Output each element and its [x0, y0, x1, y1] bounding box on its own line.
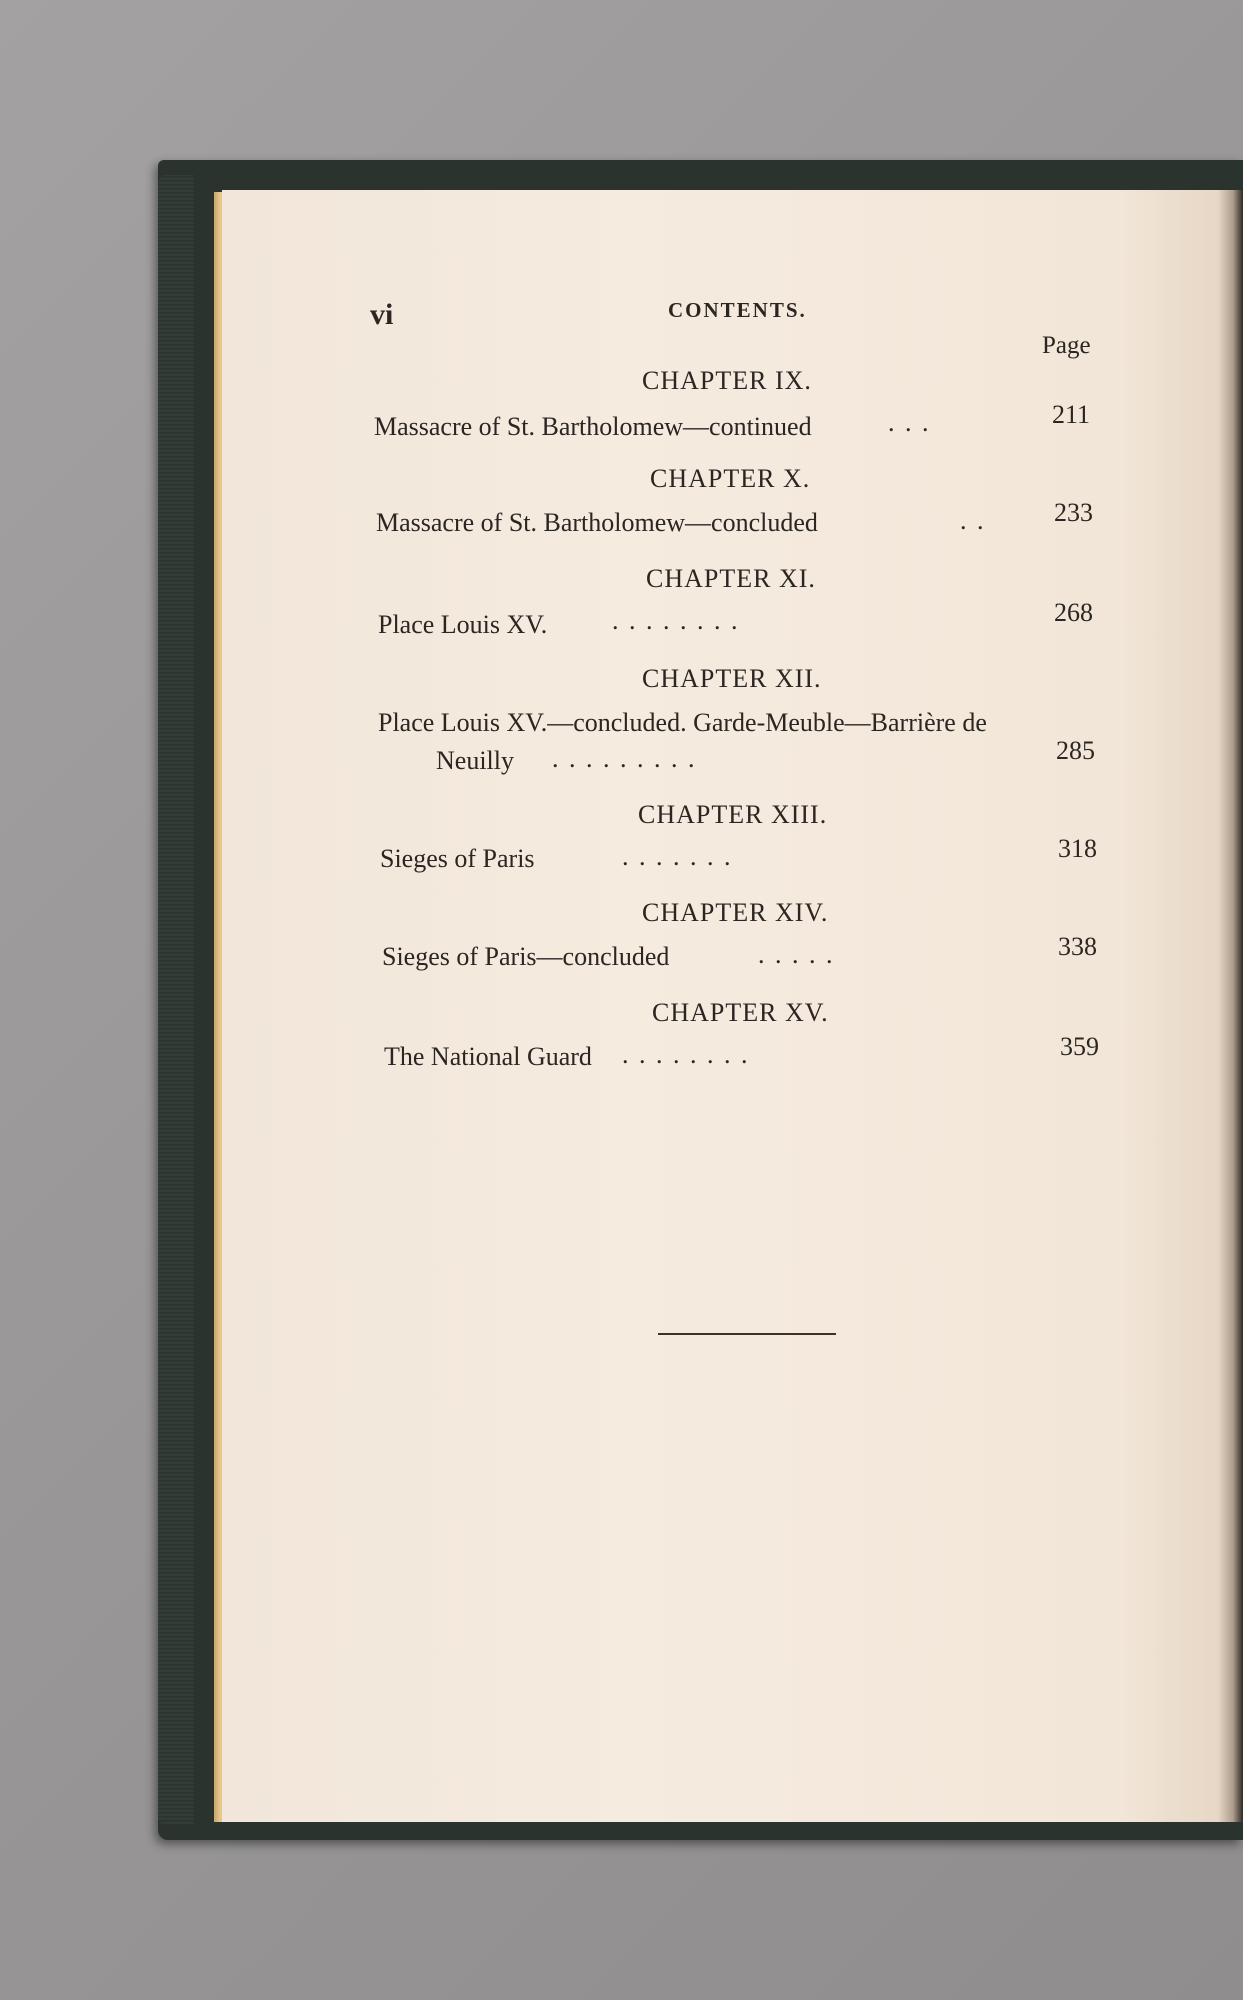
- entry-leader-dots: . . .: [888, 408, 931, 437]
- book-spine: [158, 175, 194, 1825]
- page-column-label: Page: [1042, 332, 1091, 359]
- entry-page-number: 359: [1060, 1032, 1099, 1061]
- chapter-heading: CHAPTER XIII.: [638, 800, 828, 829]
- entry-page-number: 318: [1058, 834, 1097, 863]
- entry-page-number: 285: [1056, 736, 1095, 765]
- entry-title: Place Louis XV.: [378, 610, 548, 639]
- chapter-heading: CHAPTER XI.: [646, 564, 816, 593]
- page-folio: vi: [370, 298, 394, 331]
- entry-title-continuation: Neuilly: [436, 746, 514, 775]
- entry-page-number: 211: [1052, 400, 1091, 429]
- entry-page-number: 268: [1054, 598, 1093, 627]
- entry-title: Massacre of St. Bartholomew—concluded: [376, 508, 818, 537]
- entry-title: Place Louis XV.—concluded. Garde-Meuble—Barrière de: [378, 708, 987, 737]
- closing-rule: [658, 1333, 836, 1335]
- entry-title: The National Guard: [384, 1042, 592, 1071]
- entry-title: Massacre of St. Bartholomew—continued: [374, 412, 812, 441]
- chapter-heading: CHAPTER XV.: [652, 998, 829, 1027]
- page-gutter: [1218, 190, 1243, 1822]
- entry-title: Sieges of Paris—concluded: [382, 942, 670, 971]
- entry-leader-dots: . . . . . . .: [622, 842, 733, 871]
- chapter-heading: CHAPTER XIV.: [642, 898, 829, 927]
- running-head: CONTENTS.: [668, 298, 807, 322]
- chapter-heading: CHAPTER X.: [650, 464, 811, 493]
- entry-leader-dots: . . . . . . . .: [612, 606, 740, 635]
- entry-leader-dots: . . . . . . . . .: [552, 744, 697, 773]
- entry-title: Sieges of Paris: [380, 844, 535, 873]
- entry-page-number: 233: [1054, 498, 1093, 527]
- entry-page-number: 338: [1058, 932, 1097, 961]
- chapter-heading: CHAPTER IX.: [642, 366, 812, 395]
- entry-leader-dots: . . . . .: [758, 940, 835, 969]
- chapter-heading: CHAPTER XII.: [642, 664, 822, 693]
- entry-leader-dots: . . . . . . . .: [622, 1040, 750, 1069]
- entry-leader-dots: . .: [960, 506, 986, 535]
